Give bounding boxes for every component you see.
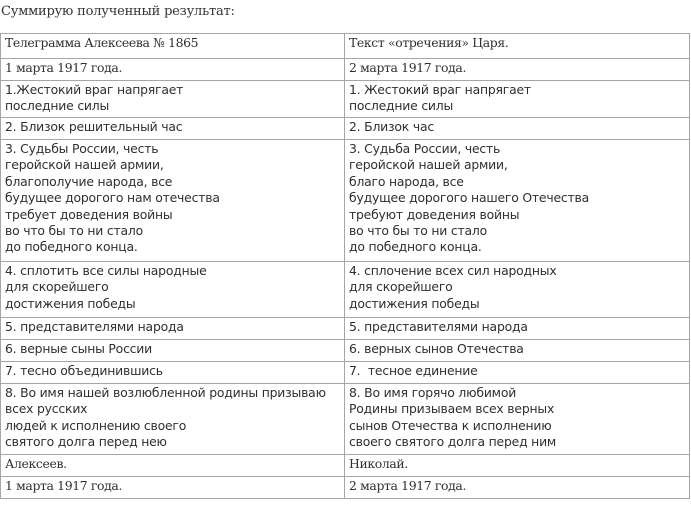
table-cell: 1 марта 1917 года.	[1, 477, 345, 499]
table-cell: 1 марта 1917 года.	[1, 59, 345, 81]
table-row	[1, 318, 690, 340]
intro-text: Суммирую полученный результат:	[1, 4, 235, 19]
table-cell: 5. представителями народа	[1, 318, 345, 340]
table-cell: 2. Близок час	[345, 118, 690, 140]
table-row	[1, 455, 690, 477]
table-cell: 2 марта 1917 года.	[345, 477, 690, 499]
table-cell: 8. Во имя нашей возлюбленной родины призываю всех русских людей к исполнению своего святого долга перед нею	[1, 384, 345, 455]
table-cell: 4. сплочение всех сил народных для скорейшего достижения победы	[345, 262, 690, 318]
comparison-table	[0, 33, 690, 499]
table-cell: 5. представителями народа	[345, 318, 690, 340]
header-cell-alekseev: Телеграмма Алексеева № 1865	[1, 34, 345, 59]
table-cell: 1. Жестокий враг напрягает последние силы	[345, 81, 690, 118]
table-cell: 2 марта 1917 года.	[345, 59, 690, 81]
table-row	[1, 362, 690, 384]
header-cell-tsar: Текст «отречения» Царя.	[345, 34, 690, 59]
table-cell: 2. Близок решительный час	[1, 118, 345, 140]
table-cell: 3. Судьба России, честь геройской нашей армии, благо народа, все будущее дорогого нашего Отечества требуют доведения войны во что бы то ни стало до победного конца.	[345, 140, 690, 262]
table-cell: 6. верных сынов Отечества	[345, 340, 690, 362]
table-cell: 7. тесное единение	[345, 362, 690, 384]
table-cell: Алексеев.	[1, 455, 345, 477]
table-row	[1, 59, 690, 81]
table-row	[1, 262, 690, 318]
table-header-row	[1, 34, 690, 59]
table-cell: 1.Жестокий враг напрягает последние силы	[1, 81, 345, 118]
table-cell: Николай.	[345, 455, 690, 477]
table-row	[1, 477, 690, 499]
table-cell: 3. Судьбы России, честь геройской нашей армии, благополучие народа, все будущее дорогого нам отечества требует доведения войны во что бы то ни стало до победного конца.	[1, 140, 345, 262]
table-cell: 4. сплотить все силы народные для скорейшего достижения победы	[1, 262, 345, 318]
table-row	[1, 140, 690, 262]
table-cell: 8. Во имя горячо любимой Родины призываем всех верных сынов Отечества к исполнению своего святого долга перед ним	[345, 384, 690, 455]
table-cell: 6. верные сыны России	[1, 340, 345, 362]
table-row	[1, 118, 690, 140]
table-row	[1, 81, 690, 118]
table-row	[1, 340, 690, 362]
table-row	[1, 384, 690, 455]
table-cell: 7. тесно объединившись	[1, 362, 345, 384]
